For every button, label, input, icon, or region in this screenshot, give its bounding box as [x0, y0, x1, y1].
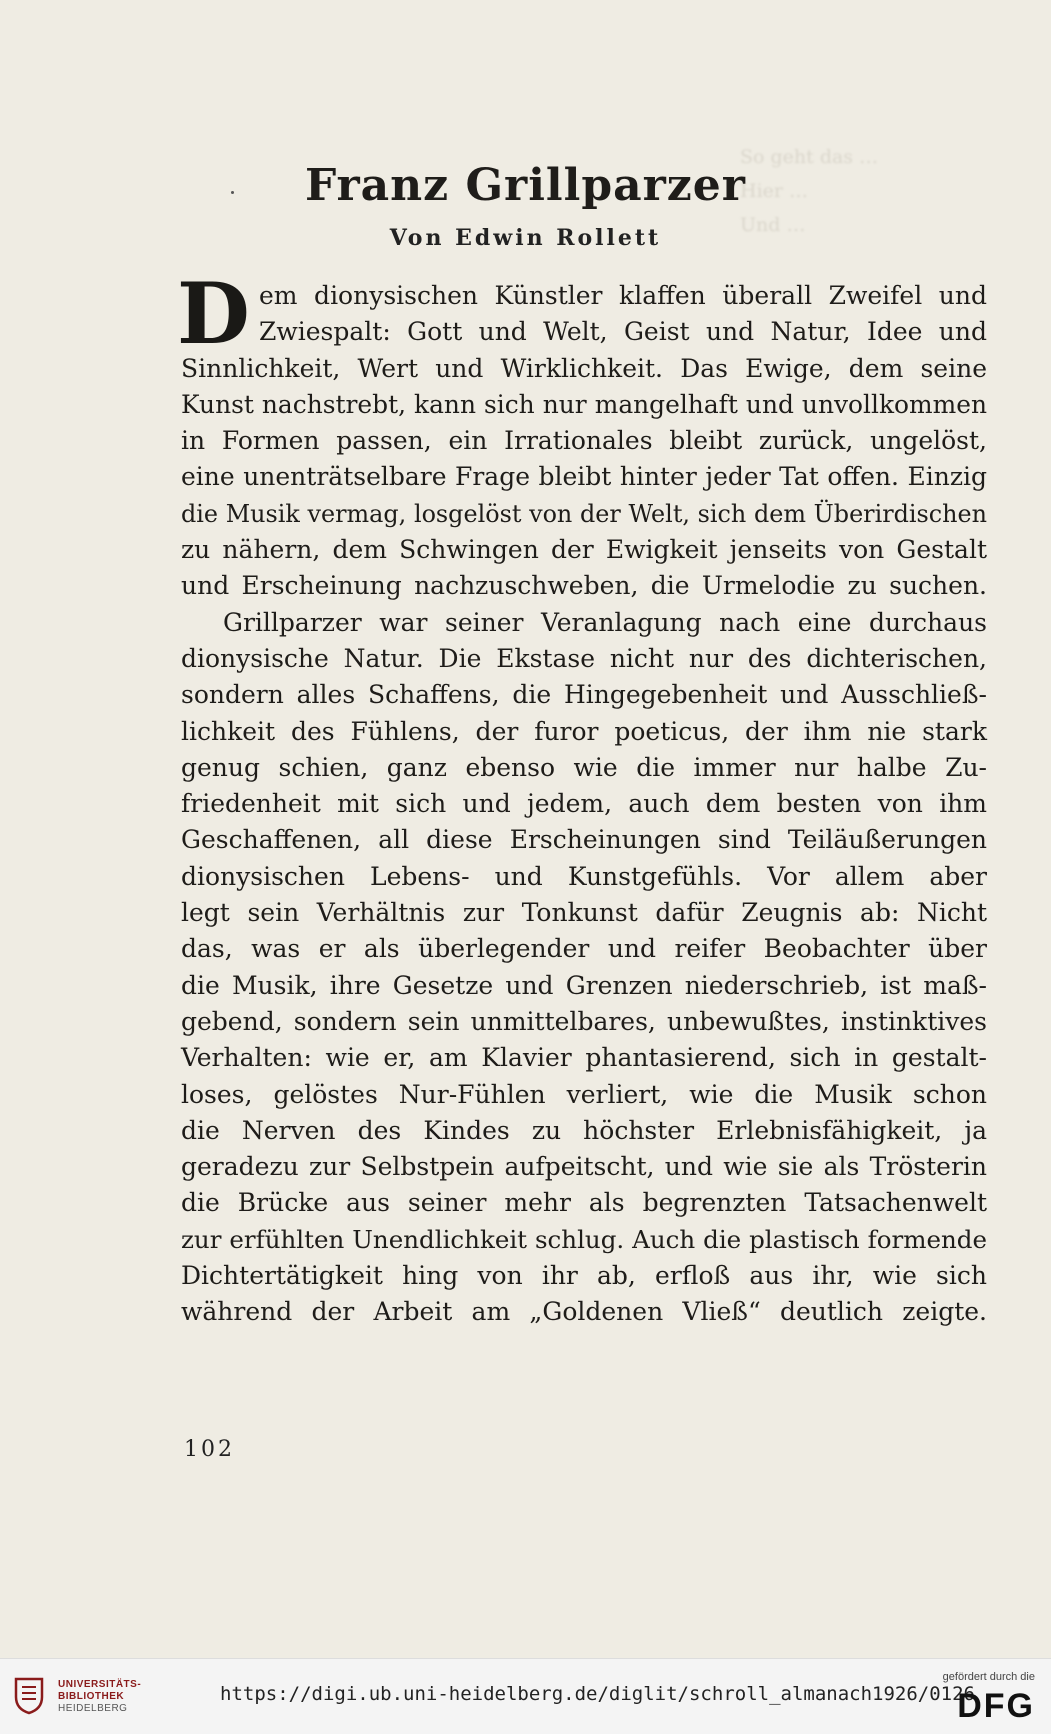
text-line: und Erscheinung nachzuschweben, die Urmelodie zu suchen. [181, 571, 987, 601]
page-number: 102 [184, 1437, 235, 1462]
university-label-line: HEIDELBERG [58, 1703, 128, 1714]
bleed-line: So geht das … [740, 146, 879, 168]
page-title: Franz Grillparzer [305, 160, 746, 211]
text-line: Sinnlichkeit, Wert und Wirklichkeit. Das Ewige, dem seine [181, 353, 987, 383]
text-line: genug schien, ganz ebenso wie die immer nur halbe Zu- [181, 752, 987, 782]
dfg-logo[interactable]: DFG [957, 1687, 1035, 1725]
university-label-line: BIBLIOTHEK [58, 1691, 125, 1702]
text-line: während der Arbeit am „Goldenen Vließ“ deutlich zeigte. [181, 1297, 987, 1327]
text-line: die Nerven des Kindes zu höchster Erlebnisfähigkeit, ja [181, 1115, 987, 1145]
article-body [177, 264, 987, 1331]
author-line: Von Edwin Rollett [389, 225, 662, 251]
university-seal-icon [12, 1675, 46, 1715]
text-line: em dionysischen Künstler klaffen überall Zweifel und [259, 281, 987, 310]
university-label-line: UNIVERSITÄTS- [58, 1679, 142, 1690]
paragraph-2 [181, 605, 987, 1331]
text-line: zu nähern, dem Schwingen der Ewigkeit jenseits von Gestalt [181, 535, 987, 565]
text-line: die Musik vermag, losgelöst von der Welt, sich dem Überirdischen [181, 499, 987, 528]
text-line: Dichtertätigkeit hing von ihr ab, erfloß aus ihr, wie sich [181, 1261, 987, 1291]
text-line: Grillparzer war seiner Veranlagung nach eine durchaus [223, 607, 987, 637]
text-line: zur erfühlten Unendlichkeit schlug. Auch die plastisch formende [181, 1224, 987, 1254]
text-line: in Formen passen, ein Irrationales bleibt zurück, ungelöst, [181, 426, 987, 456]
text-line: Zwiespalt: Gott und Welt, Geist und Natur, Idee und [259, 317, 987, 347]
text-line: die Brücke aus seiner mehr als begrenzten Tatsachenwelt [181, 1188, 987, 1218]
text-line: Verhalten: wie er, am Klavier phantasierend, sich in gestalt- [181, 1043, 987, 1073]
text-line: Geschaffenen, all diese Erscheinungen sind Teiläußerungen [181, 825, 987, 855]
paragraph-1 [181, 278, 987, 605]
university-library-label[interactable] [58, 1679, 141, 1715]
text-line: dionysischen Lebens- und Kunstgefühls. Vor allem aber [181, 861, 987, 891]
text-line: dionysische Natur. Die Ekstase nicht nur des dichterischen, [181, 643, 987, 673]
funding-note: gefördert durch die [942, 1671, 1035, 1683]
text-line: legt sein Verhältnis zur Tonkunst dafür Zeugnis ab: Nicht [181, 898, 987, 928]
text-line: Kunst nachstrebt, kann sich nur mangelhaft und unvollkommen [181, 389, 987, 419]
text-line: geradezu zur Selbstpein aufpeitscht, und wie sie als Trösterin [181, 1152, 987, 1182]
text-line: friedenheit mit sich und jedem, auch dem besten von ihm [181, 789, 987, 819]
text-line: lichkeit des Fühlens, der furor poeticus, der ihm nie stark [181, 716, 987, 746]
drop-cap: D [177, 264, 250, 363]
bleed-line: Und … [740, 214, 806, 236]
text-line: eine unenträtselbare Frage bleibt hinter jeder Tat offen. Einzig [181, 462, 987, 492]
text-line: loses, gelöstes Nur-Fühlen verliert, wie die Musik schon [181, 1079, 987, 1109]
bleed-line: Hier … [740, 180, 809, 202]
text-line: das, was er als überlegender und reifer Beobachter über [181, 934, 987, 964]
permalink-url[interactable]: https://digi.ub.uni-heidelberg.de/diglit/schroll_almanach1926/0126 [220, 1683, 975, 1705]
text-line: die Musik, ihre Gesetze und Grenzen niederschrieb, ist maß- [181, 970, 987, 1000]
text-line: gebend, sondern sein unmittelbares, unbewußtes, instinktives [181, 1006, 987, 1036]
viewer-footer [0, 1658, 1051, 1734]
text-line: sondern alles Schaffens, die Hingegebenheit und Ausschließ- [181, 680, 987, 710]
